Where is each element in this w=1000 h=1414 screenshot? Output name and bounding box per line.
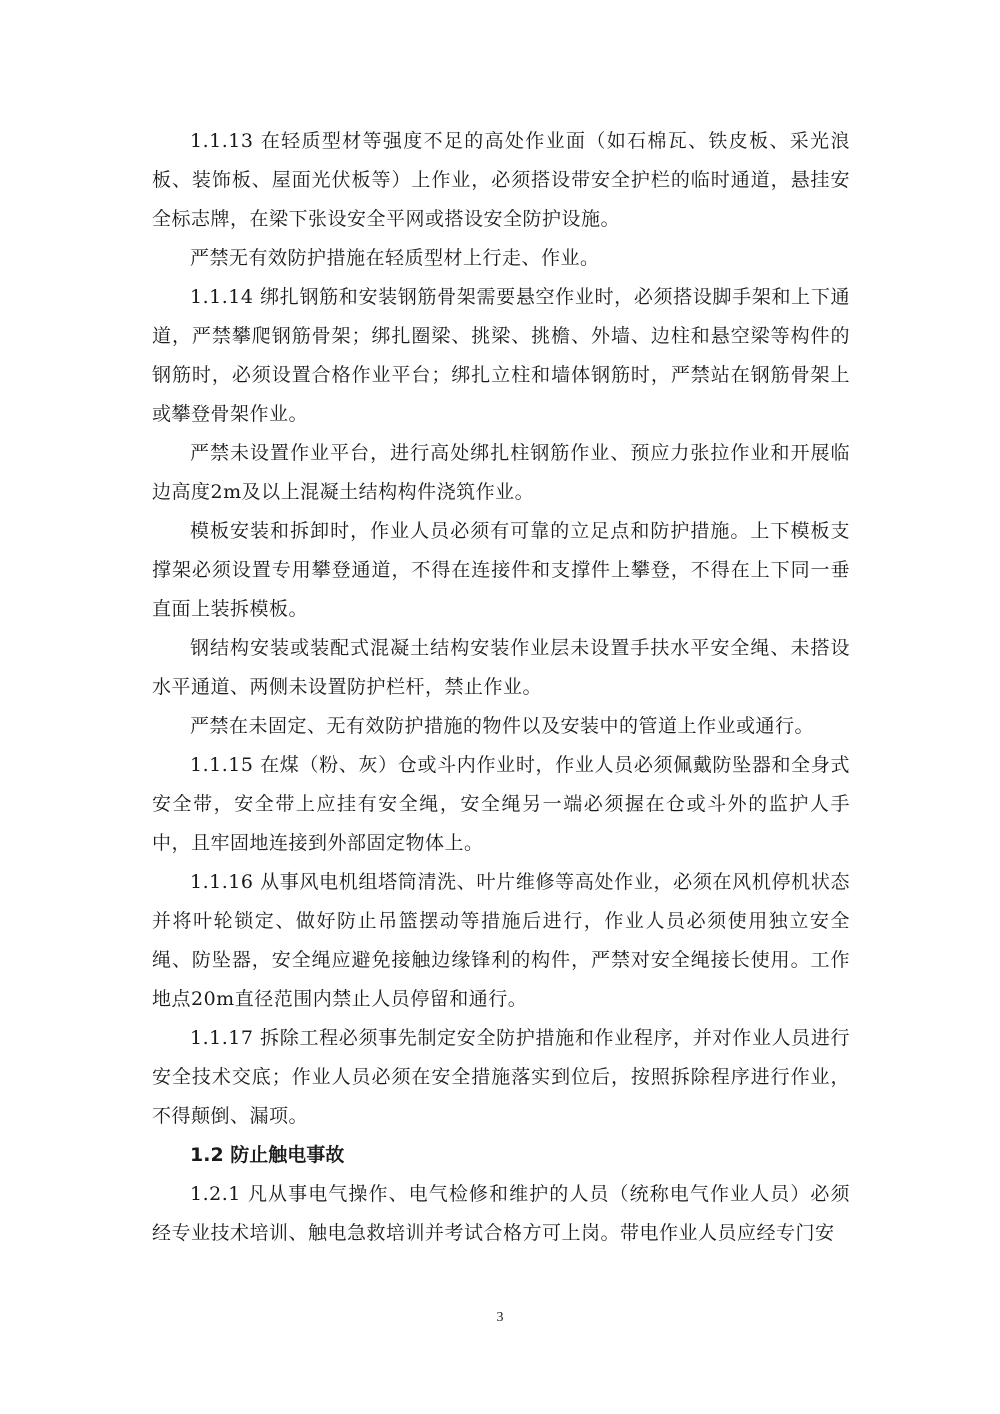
paragraph-1-2-1: 1.2.1 凡从事电气操作、电气检修和维护的人员（统称电气作业人员）必须经专业技术培训、触电急救培训并考试合格方可上岗。带电作业人员应经专门安 — [152, 1183, 850, 1244]
section-heading: 1.2 防止触电事故 — [190, 1144, 345, 1166]
paragraph-1-1-16: 1.1.16 从事风电机组塔筒清洗、叶片维修等高处作业，必须在风机停机状态并将叶轮锁定、做好防止吊篮摆动等措施后进行，作业人员必须使用独立安全绳、防坠器，安全绳应避免接触边缘锋利的构件，严禁对安全绳接长使用。工作地点20m直径范围内禁止人员停留和通行。 — [152, 871, 850, 1010]
page-number: 3 — [496, 1310, 504, 1325]
paragraph-platform-ban: 严禁未设置作业平台，进行高处绑扎柱钢筋作业、预应力张拉作业和开展临边高度2m及以上混凝土结构构件浇筑作业。 — [152, 442, 850, 503]
document-body — [152, 122, 850, 1253]
paragraph-pipe-ban: 严禁在未固定、无有效防护措施的物件以及安装中的管道上作业或通行。 — [190, 715, 815, 737]
paragraph-1-1-13: 1.1.13 在轻质型材等强度不足的高处作业面（如石棉瓦、铁皮板、采光浪板、装饰板、屋面光伏板等）上作业，必须搭设带安全护栏的临时通道，悬挂安全标志牌，在梁下张设安全平网或搭设安全防护设施。 — [152, 130, 850, 230]
paragraph-1-1-17: 1.1.17 拆除工程必须事先制定安全防护措施和作业程序，并对作业人员进行安全技术交底；作业人员必须在安全措施落实到位后，按照拆除程序进行作业，不得颠倒、漏项。 — [152, 1027, 850, 1127]
paragraph-1-1-15: 1.1.15 在煤（粉、灰）仓或斗内作业时，作业人员必须佩戴防坠器和全身式安全带，安全带上应挂有安全绳，安全绳另一端必须握在仓或斗外的监护人手中，且牢固地连接到外部固定物体上。 — [152, 754, 850, 854]
paragraph-1-1-14: 1.1.14 绑扎钢筋和安装钢筋骨架需要悬空作业时，必须搭设脚手架和上下通道，严禁攀爬钢筋骨架；绑扎圈梁、挑梁、挑檐、外墙、边柱和悬空梁等构件的钢筋时，必须设置合格作业平台；绑扎立柱和墙体钢筋时，严禁站在钢筋骨架上或攀登骨架作业。 — [152, 286, 850, 425]
paragraph-formwork: 模板安装和拆卸时，作业人员必须有可靠的立足点和防护措施。上下模板支撑架必须设置专用攀登通道，不得在连接件和支撑件上攀登，不得在上下同一垂直面上装拆模板。 — [152, 520, 850, 620]
paragraph-light-material-ban: 严禁无有效防护措施在轻质型材上行走、作业。 — [190, 247, 600, 269]
paragraph-steel-structure: 钢结构安装或装配式混凝土结构安装作业层未设置手扶水平安全绳、未搭设水平通道、两侧未设置防护栏杆，禁止作业。 — [152, 637, 850, 698]
